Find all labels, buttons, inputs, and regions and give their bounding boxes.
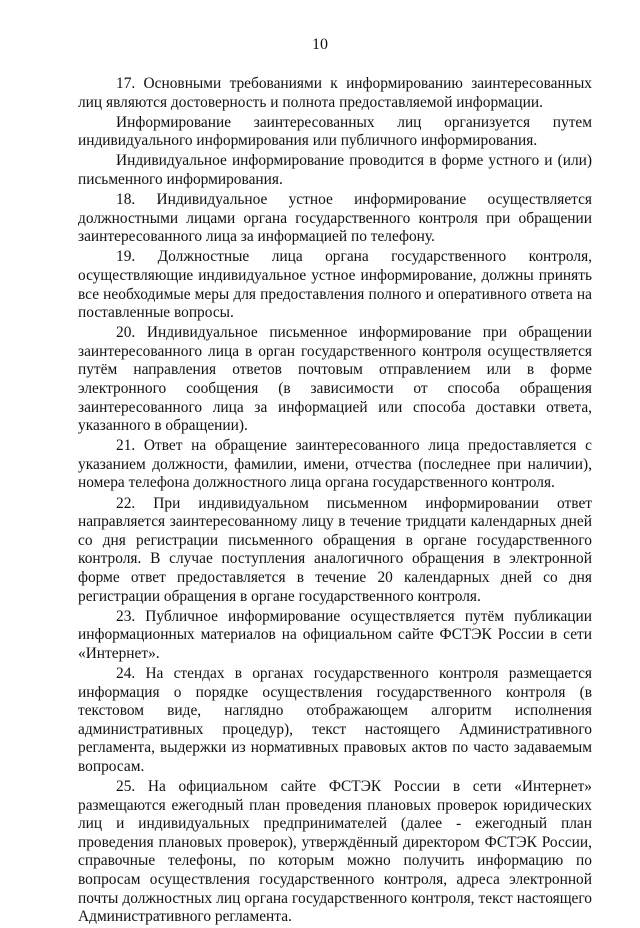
- paragraph-25: 25. На официальном сайте ФСТЭК России в сети «Интернет» размещаются ежегодный план проведения плановых проверок юридических лиц и индивидуальных предпринимателей (далее - ежегодный план проведения плановых проверок), утверждённый директором ФСТЭК России, справочные телефоны, по которым можно получить информацию по вопросам осуществления государственного контроля, адреса электронной почты должностных лиц органа государственного контроля, текст настоящего Административного регламента.: [78, 777, 592, 926]
- paragraph-individual-informing-forms: Индивидуальное информирование проводится в форме устного и (или) письменного информирования.: [78, 152, 592, 188]
- paragraph-20: 20. Индивидуальное письменное информирование при обращении заинтересованного лица в орган государственного контроля осуществляется путём направления ответов почтовым отправлением или в форме электронного сообщения (в зависимости от способа обращения заинтересованного лица за информацией или способа доставки ответа, указанного в обращении).: [78, 324, 592, 435]
- paragraph-24: 24. На стендах в органах государственного контроля размещается информация о порядке осуществления государственного контроля (в текстовом виде, наглядно отображающем алгоритм исполнения административных процедур), текст настоящего Административного регламента, выдержки из нормативных правовых актов по часто задаваемым вопросам.: [78, 664, 592, 775]
- paragraph-22: 22. При индивидуальном письменном информировании ответ направляется заинтересованному лицу в течение тридцати календарных дней со дня регистрации письменного обращения в органе государственного контроля. В случае поступления аналогичного обращения в электронной форме ответ предоставляется в течение 20 календарных дней со дня регистрации обращения в органе государственного контроля.: [78, 494, 592, 605]
- paragraph-21: 21. Ответ на обращение заинтересованного лица предоставляется с указанием должности, фамилии, имени, отчества (последнее при наличии), номера телефона должностного лица органа государственного контроля.: [78, 437, 592, 492]
- paragraph-19: 19. Должностные лица органа государственного контроля, осуществляющие индивидуальное устное информирование, должны принять все необходимые меры для предоставления полного и оперативного ответа на поставленные вопросы.: [78, 248, 592, 322]
- paragraph-informing-organization: Информирование заинтересованных лиц организуется путем индивидуального информирования или публичного информирования.: [78, 113, 592, 150]
- page-number: 10: [312, 36, 328, 53]
- paragraph-17: 17. Основными требованиями к информированию заинтересованных лиц являются достоверность и полнота предоставляемой информации.: [78, 75, 592, 111]
- paragraph-23: 23. Публичное информирование осуществляется путём публикации информационных материалов на официальном сайте ФСТЭК России в сети «Интернет».: [78, 607, 592, 662]
- document-body: [78, 75, 592, 928]
- paragraph-18: 18. Индивидуальное устное информирование осуществляется должностными лицами органа государственного контроля при обращении заинтересованного лица за информацией по телефону.: [78, 191, 592, 246]
